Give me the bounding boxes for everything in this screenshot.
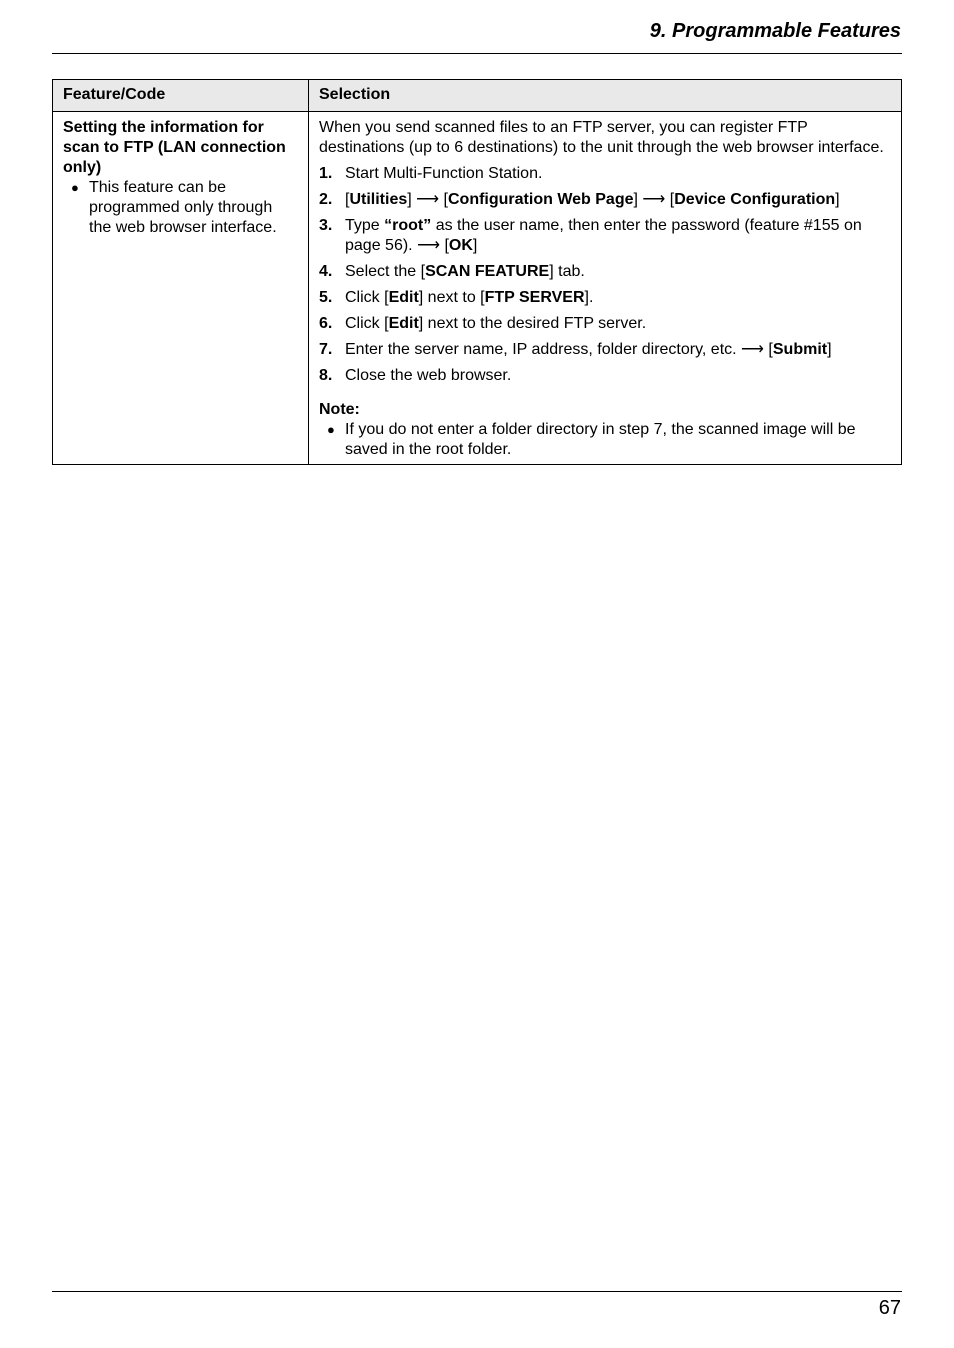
step-item [319,190,891,210]
step-text-part: tab. [553,263,585,280]
step-text-part: Click [345,289,385,306]
step-text: Click [Edit] next to [FTP SERVER]. [345,289,594,306]
step-item [319,314,891,334]
arrow-right-icon: ⟶ [416,191,440,208]
footer-divider [52,1291,902,1292]
root-username: “root” [384,217,432,234]
note-bullet-item [319,420,891,460]
steps-list [319,164,891,386]
step-text: Start Multi-Function Station. [345,165,543,182]
step-text-part: . [588,289,594,306]
step-number: 2. [319,191,333,208]
step-text-part: Select the [345,263,421,280]
step-text: Close the web browser. [345,367,512,384]
bullet-icon: ● [327,422,335,437]
step-number: 1. [319,165,333,182]
ftp-server-label: FTP SERVER [484,289,585,306]
arrow-right-icon: ⟶ [417,237,440,254]
configuration-web-page-label: Configuration Web Page [448,191,634,208]
selection-cell [309,112,902,465]
step-number: 7. [319,341,333,358]
note-bullet-text: If you do not enter a folder directory in step 7, the scanned image will be saved in the root folder. [345,421,856,458]
feature-cell [53,112,309,465]
page-number: 67 [878,1297,901,1319]
step-text: Click [Edit] next to the desired FTP server. [345,315,647,332]
submit-button-label: Submit [772,341,828,358]
step-text-part: Click [345,315,385,332]
arrow-right-icon: ⟶ [741,341,764,358]
step-text: Type “root” as the user name, then enter the password (feature #155 on page 56). ⟶ [OK] [345,217,862,254]
step-text-part: Enter the server name, IP address, folder directory, etc. [345,341,742,358]
bullet-icon: ● [71,180,79,195]
header-divider [52,53,902,54]
step-text: [Utilities] ⟶ [Configuration Web Page] ⟶ [Device Configuration] [345,191,840,208]
scan-feature-tab-label: SCAN FEATURE [425,263,550,280]
step-number: 4. [319,263,333,280]
step-text: Enter the server name, IP address, folder directory, etc. ⟶ [Submit] [345,341,832,358]
feature-bullet-text: This feature can be programmed only through the web browser interface. [89,179,277,236]
step-item [319,216,891,256]
table-header-row [53,80,902,112]
column-header-feature-code: Feature/Code [53,80,309,112]
step-text-part: next to the desired FTP server. [423,315,647,332]
edit-button-label: Edit [388,289,419,306]
step-text-part: Type [345,217,385,234]
features-table [52,79,902,465]
step-number: 8. [319,367,333,384]
step-number: 6. [319,315,333,332]
utilities-button-label: Utilities [349,191,408,208]
feature-name: Setting the information for scan to FTP (LAN connection only) [63,119,286,176]
step-item [319,340,891,360]
note-label: Note: [319,401,360,418]
step-number: 5. [319,289,333,306]
device-configuration-label: Device Configuration [674,191,836,208]
page-header-title: 9. Programmable Features [649,20,901,42]
feature-bullet-item [63,178,298,238]
selection-intro: When you send scanned files to an FTP server, you can register FTP destinations (up to 6 destinations) to the unit through the web browser interface. [319,119,884,156]
arrow-right-icon: ⟶ [642,191,666,208]
column-header-selection: Selection [309,80,902,112]
step-item [319,262,891,282]
step-number: 3. [319,217,333,234]
ok-button-label: OK [448,237,473,254]
edit-button-label: Edit [388,315,419,332]
step-text: Select the [SCAN FEATURE] tab. [345,263,585,280]
step-item [319,366,891,386]
step-text-part: as the user name, then enter the password (feature #155 on page 56). [345,217,862,254]
step-item [319,164,891,184]
step-text-part: next to [423,289,481,306]
table-row [53,112,902,465]
step-item [319,288,891,308]
